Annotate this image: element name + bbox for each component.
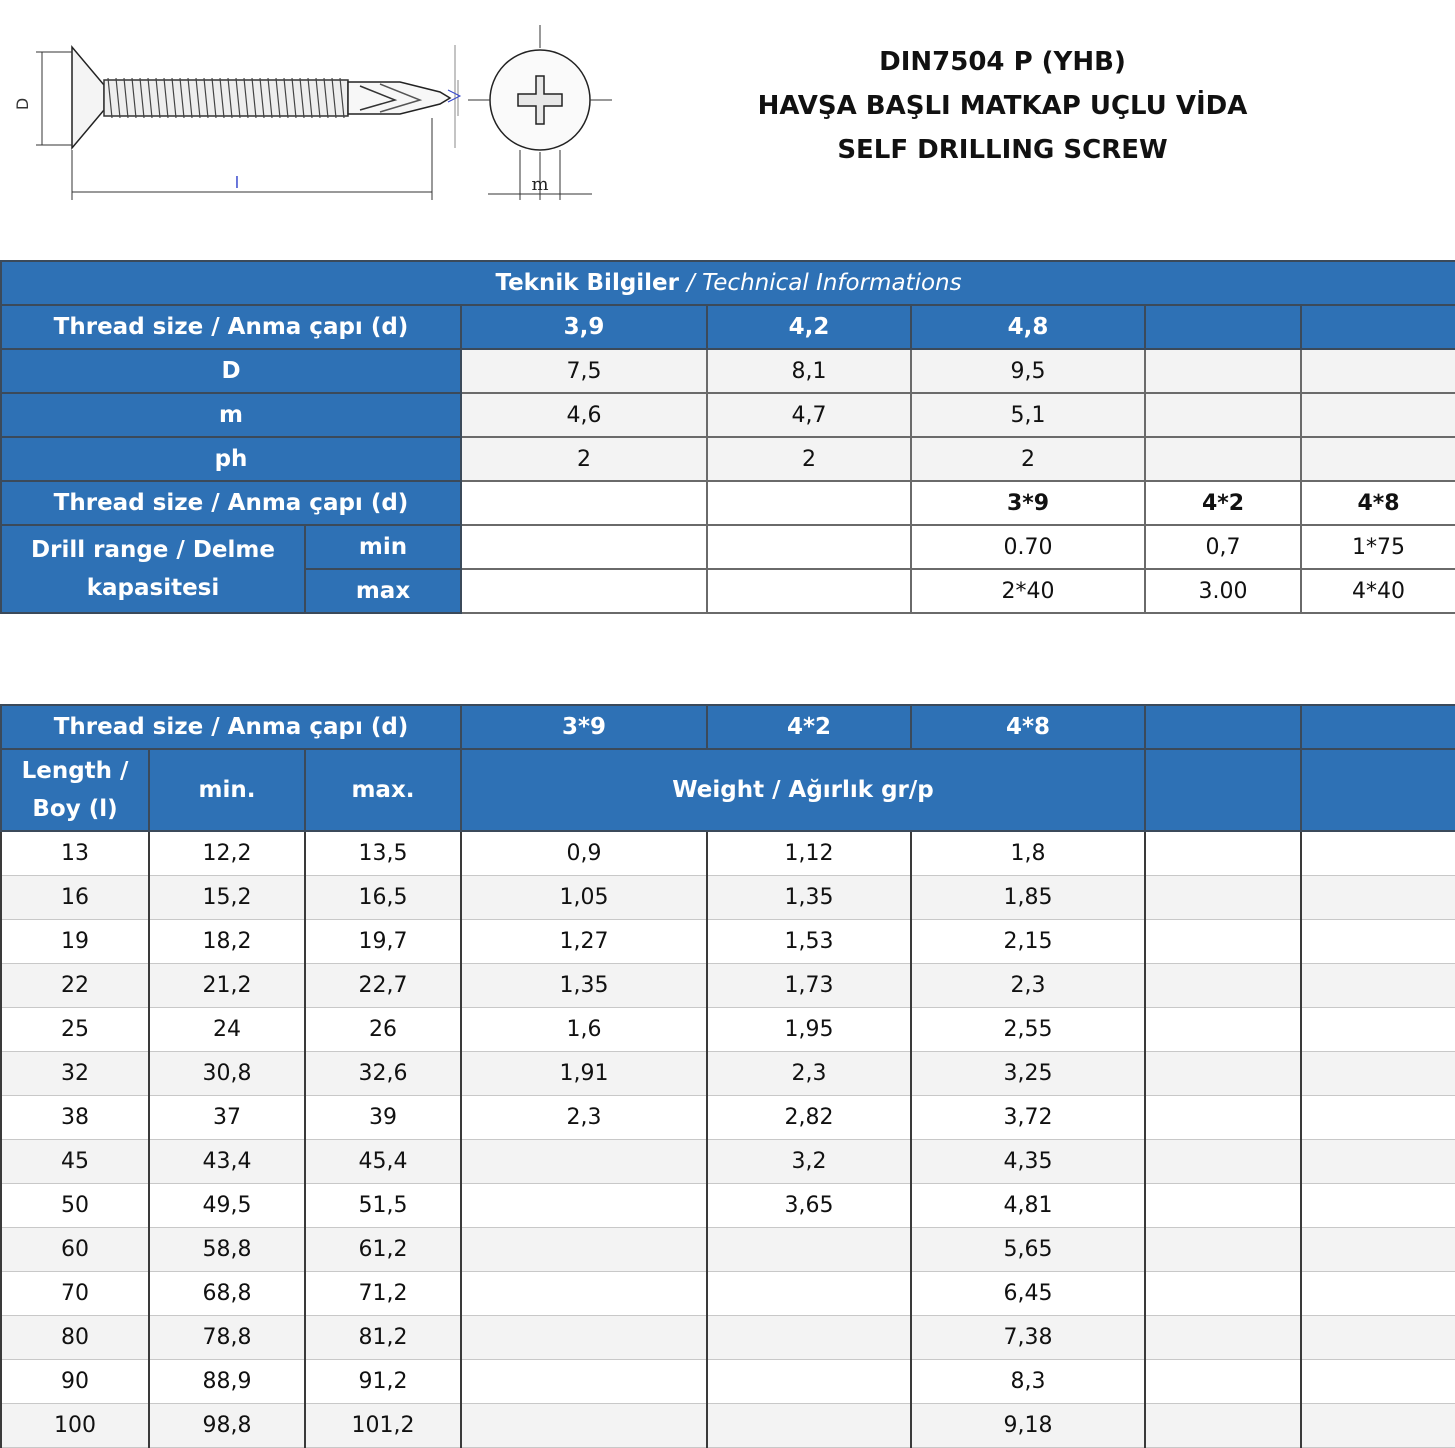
weight-cell xyxy=(1145,919,1301,963)
weight-cell: 1,35 xyxy=(707,875,911,919)
weight-cell: 1,12 xyxy=(707,831,911,875)
size-cell xyxy=(1301,305,1455,349)
max-cell: 71,2 xyxy=(305,1271,461,1315)
value-cell xyxy=(1145,393,1301,437)
table-row xyxy=(1,1315,1455,1359)
length-cell: 38 xyxy=(1,1095,149,1139)
tech-thread-row-2 xyxy=(1,481,1455,525)
value-cell xyxy=(707,569,911,613)
size-cell: 4*2 xyxy=(1145,481,1301,525)
title-english: SELF DRILLING SCREW xyxy=(837,135,1168,165)
size-cell xyxy=(1145,305,1301,349)
min-cell: 12,2 xyxy=(149,831,305,875)
value-cell: 3.00 xyxy=(1145,569,1301,613)
size-cell: 4*8 xyxy=(911,705,1145,749)
weight-cell xyxy=(707,1403,911,1447)
max-cell: 26 xyxy=(305,1007,461,1051)
length-cell: 16 xyxy=(1,875,149,919)
weight-cell xyxy=(1301,875,1455,919)
value-cell xyxy=(1145,437,1301,481)
size-cell: 4,2 xyxy=(707,305,911,349)
min-cell: 21,2 xyxy=(149,963,305,1007)
table-row xyxy=(1,1051,1455,1095)
empty-header-cell xyxy=(1301,749,1455,831)
value-cell xyxy=(1301,437,1455,481)
weight-cell: 7,38 xyxy=(911,1315,1145,1359)
weight-cell: 2,3 xyxy=(911,963,1145,1007)
length-cell: 50 xyxy=(1,1183,149,1227)
table-row xyxy=(1,1227,1455,1271)
value-cell xyxy=(461,525,707,569)
min-cell: 30,8 xyxy=(149,1051,305,1095)
weight-cell xyxy=(1301,919,1455,963)
length-cell: 22 xyxy=(1,963,149,1007)
value-cell xyxy=(1145,349,1301,393)
table-row xyxy=(1,1403,1455,1447)
value-cell: 4,7 xyxy=(707,393,911,437)
value-cell xyxy=(1301,393,1455,437)
value-cell: 7,5 xyxy=(461,349,707,393)
length-cell: 25 xyxy=(1,1007,149,1051)
empty-header-cell xyxy=(1145,749,1301,831)
weight-cell xyxy=(1301,1007,1455,1051)
weight-cell: 4,35 xyxy=(911,1139,1145,1183)
title-block xyxy=(740,40,1265,172)
weight-cell xyxy=(707,1271,911,1315)
weight-cell: 1,53 xyxy=(707,919,911,963)
table-row xyxy=(1,1271,1455,1315)
weight-cell xyxy=(1145,1359,1301,1403)
weight-cell xyxy=(461,1227,707,1271)
weight-cell xyxy=(1145,1051,1301,1095)
max-label: max. xyxy=(305,749,461,831)
weight-cell xyxy=(707,1227,911,1271)
weight-header-row xyxy=(1,749,1455,831)
weight-cell xyxy=(461,1315,707,1359)
tech-row-ph xyxy=(1,437,1455,481)
screw-side-view xyxy=(36,45,460,200)
title-turkish: HAVŞA BAŞLI MATKAP UÇLU VİDA xyxy=(757,91,1248,121)
weight-cell xyxy=(1301,963,1455,1007)
value-cell: 2 xyxy=(707,437,911,481)
weight-thread-row xyxy=(1,705,1455,749)
weight-cell: 3,2 xyxy=(707,1139,911,1183)
min-cell: 15,2 xyxy=(149,875,305,919)
value-cell: 2 xyxy=(911,437,1145,481)
tech-heading-italic: / Technical Informations xyxy=(687,270,962,296)
weight-cell xyxy=(1301,1095,1455,1139)
weight-cell: 2,3 xyxy=(461,1095,707,1139)
min-cell: 88,9 xyxy=(149,1359,305,1403)
max-cell: 22,7 xyxy=(305,963,461,1007)
weight-cell xyxy=(1145,1183,1301,1227)
table-row xyxy=(1,1095,1455,1139)
max-cell: 91,2 xyxy=(305,1359,461,1403)
drill-max-label: max xyxy=(305,569,461,613)
length-cell: 32 xyxy=(1,1051,149,1095)
weight-cell: 3,72 xyxy=(911,1095,1145,1139)
value-cell: 2*40 xyxy=(911,569,1145,613)
max-cell: 61,2 xyxy=(305,1227,461,1271)
size-cell: 4,8 xyxy=(911,305,1145,349)
tech-heading-row xyxy=(1,261,1455,305)
weight-cell: 2,82 xyxy=(707,1095,911,1139)
max-cell: 101,2 xyxy=(305,1403,461,1447)
weight-cell: 0,9 xyxy=(461,831,707,875)
value-cell: 4*40 xyxy=(1301,569,1455,613)
tech-row-D xyxy=(1,349,1455,393)
value-cell: 5,1 xyxy=(911,393,1145,437)
weight-cell: 1,85 xyxy=(911,875,1145,919)
max-cell: 16,5 xyxy=(305,875,461,919)
length-cell: 70 xyxy=(1,1271,149,1315)
tech-heading xyxy=(1,261,1455,305)
table-row xyxy=(1,875,1455,919)
table-row xyxy=(1,1007,1455,1051)
weight-cell: 1,73 xyxy=(707,963,911,1007)
value-cell xyxy=(1301,349,1455,393)
weight-table xyxy=(0,704,1455,1448)
weight-cell xyxy=(1145,1403,1301,1447)
length-cell: 19 xyxy=(1,919,149,963)
min-cell: 43,4 xyxy=(149,1139,305,1183)
table-row xyxy=(1,831,1455,875)
value-cell: 9,5 xyxy=(911,349,1145,393)
max-cell: 45,4 xyxy=(305,1139,461,1183)
weight-cell xyxy=(1145,1095,1301,1139)
value-cell: 0.70 xyxy=(911,525,1145,569)
weight-cell xyxy=(1145,1271,1301,1315)
length-cell: 80 xyxy=(1,1315,149,1359)
technical-info-table xyxy=(0,260,1455,614)
drill-min-row xyxy=(1,525,1455,569)
weight-cell: 1,95 xyxy=(707,1007,911,1051)
weight-cell xyxy=(1301,1227,1455,1271)
weight-cell xyxy=(1301,1051,1455,1095)
weight-cell: 9,18 xyxy=(911,1403,1145,1447)
screw-drawing xyxy=(0,0,640,215)
weight-cell: 2,15 xyxy=(911,919,1145,963)
weight-cell: 3,25 xyxy=(911,1051,1145,1095)
value-cell: 1*75 xyxy=(1301,525,1455,569)
table-row xyxy=(1,1139,1455,1183)
weight-cell xyxy=(1301,1183,1455,1227)
weight-table-body xyxy=(1,831,1455,1447)
length-cell: 45 xyxy=(1,1139,149,1183)
value-cell: 2 xyxy=(461,437,707,481)
table-row xyxy=(1,1183,1455,1227)
size-cell: 3*9 xyxy=(461,705,707,749)
tech-thread-row xyxy=(1,305,1455,349)
max-cell: 13,5 xyxy=(305,831,461,875)
weight-cell: 1,35 xyxy=(461,963,707,1007)
row-label: D xyxy=(1,349,461,393)
value-cell: 0,7 xyxy=(1145,525,1301,569)
value-cell: 4,6 xyxy=(461,393,707,437)
dimension-label-m: m xyxy=(531,174,549,195)
length-cell: 90 xyxy=(1,1359,149,1403)
weight-cell: 2,3 xyxy=(707,1051,911,1095)
weight-cell xyxy=(461,1271,707,1315)
weight-cell xyxy=(707,1315,911,1359)
min-cell: 49,5 xyxy=(149,1183,305,1227)
weight-cell: 1,27 xyxy=(461,919,707,963)
weight-cell xyxy=(1145,1227,1301,1271)
min-cell: 18,2 xyxy=(149,919,305,963)
length-cell: 100 xyxy=(1,1403,149,1447)
row-label: ph xyxy=(1,437,461,481)
weight-cell xyxy=(1145,963,1301,1007)
weight-cell: 8,3 xyxy=(911,1359,1145,1403)
size-cell xyxy=(707,481,911,525)
size-cell xyxy=(1301,705,1455,749)
value-cell: 8,1 xyxy=(707,349,911,393)
min-label: min. xyxy=(149,749,305,831)
size-cell: 4*2 xyxy=(707,705,911,749)
weight-cell: 1,05 xyxy=(461,875,707,919)
min-cell: 68,8 xyxy=(149,1271,305,1315)
title-din: DIN7504 P (YHB) xyxy=(879,47,1126,77)
table-row xyxy=(1,919,1455,963)
max-cell: 51,5 xyxy=(305,1183,461,1227)
size-cell: 3,9 xyxy=(461,305,707,349)
weight-cell xyxy=(1301,1403,1455,1447)
min-cell: 58,8 xyxy=(149,1227,305,1271)
weight-cell: 1,8 xyxy=(911,831,1145,875)
size-cell: 3*9 xyxy=(911,481,1145,525)
weight-label: Weight / Ağırlık gr/p xyxy=(461,749,1145,831)
weight-cell xyxy=(1301,1315,1455,1359)
dimension-label-D: D xyxy=(13,97,32,111)
min-cell: 78,8 xyxy=(149,1315,305,1359)
min-cell: 24 xyxy=(149,1007,305,1051)
table-row xyxy=(1,963,1455,1007)
weight-cell xyxy=(1301,1139,1455,1183)
weight-cell xyxy=(1145,1007,1301,1051)
table-row xyxy=(1,1359,1455,1403)
min-cell: 37 xyxy=(149,1095,305,1139)
dimension-label-l: l xyxy=(234,173,240,192)
size-cell: 4*8 xyxy=(1301,481,1455,525)
weight-cell: 5,65 xyxy=(911,1227,1145,1271)
weight-cell xyxy=(1145,1139,1301,1183)
weight-cell xyxy=(461,1183,707,1227)
max-cell: 81,2 xyxy=(305,1315,461,1359)
drill-min-label: min xyxy=(305,525,461,569)
weight-cell xyxy=(1145,1315,1301,1359)
weight-cell: 4,81 xyxy=(911,1183,1145,1227)
max-cell: 32,6 xyxy=(305,1051,461,1095)
max-cell: 39 xyxy=(305,1095,461,1139)
length-cell: 13 xyxy=(1,831,149,875)
value-cell xyxy=(461,569,707,613)
weight-cell xyxy=(1145,875,1301,919)
weight-cell xyxy=(707,1359,911,1403)
weight-cell xyxy=(461,1139,707,1183)
thread-size-label: Thread size / Anma çapı (d) xyxy=(1,481,461,525)
weight-cell: 2,55 xyxy=(911,1007,1145,1051)
max-cell: 19,7 xyxy=(305,919,461,963)
row-label: m xyxy=(1,393,461,437)
tech-heading-bold: Teknik Bilgiler xyxy=(495,270,679,296)
min-cell: 98,8 xyxy=(149,1403,305,1447)
value-cell xyxy=(707,525,911,569)
drill-range-label: Drill range / Delme kapasitesi xyxy=(1,525,305,613)
tech-row-m xyxy=(1,393,1455,437)
weight-cell xyxy=(461,1359,707,1403)
weight-cell xyxy=(1145,831,1301,875)
size-cell xyxy=(1145,705,1301,749)
weight-cell xyxy=(1301,831,1455,875)
size-cell xyxy=(461,481,707,525)
weight-cell: 1,6 xyxy=(461,1007,707,1051)
weight-cell xyxy=(461,1403,707,1447)
thread-size-label: Thread size / Anma çapı (d) xyxy=(1,305,461,349)
weight-cell xyxy=(1301,1271,1455,1315)
thread-size-label: Thread size / Anma çapı (d) xyxy=(1,705,461,749)
weight-cell: 3,65 xyxy=(707,1183,911,1227)
length-label: Length / Boy (l) xyxy=(1,749,149,831)
weight-cell xyxy=(1301,1359,1455,1403)
weight-cell: 1,91 xyxy=(461,1051,707,1095)
length-cell: 60 xyxy=(1,1227,149,1271)
weight-cell: 6,45 xyxy=(911,1271,1145,1315)
